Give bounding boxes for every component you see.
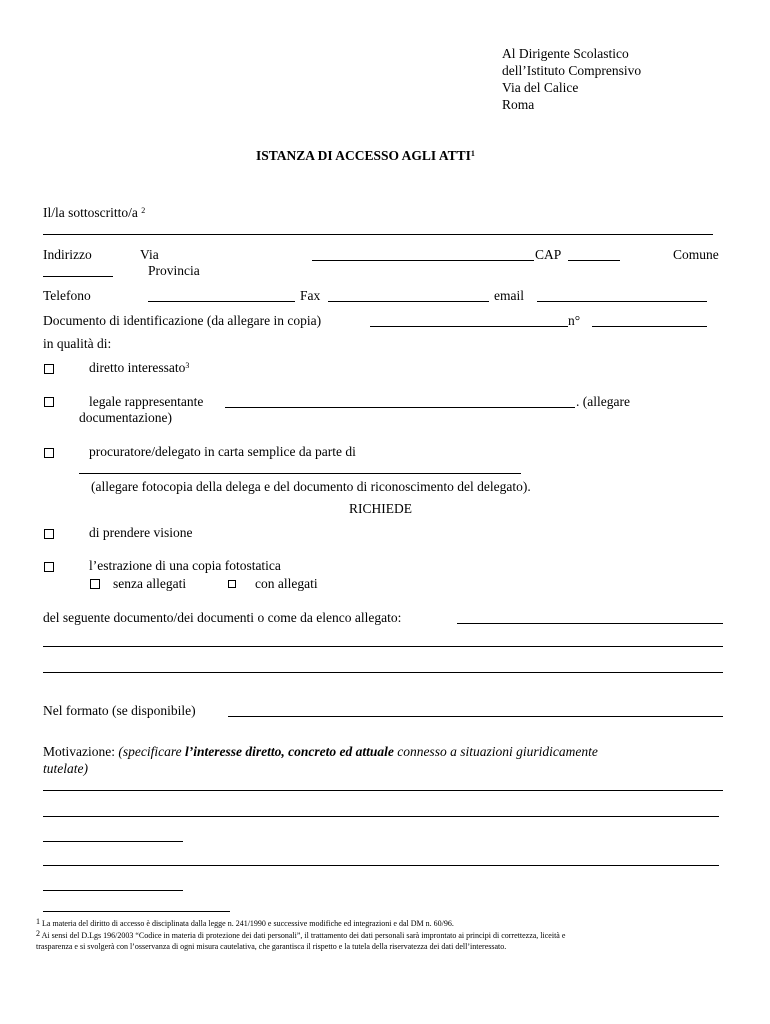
fax-label: Fax: [300, 288, 321, 303]
documento-label: del seguente documento/dei documenti o come da elenco allegato:: [43, 610, 402, 625]
footnote-2-text-a: Ai sensi del D.Lgs 196/2003 “Codice in materia di protezione dei dati personali”, il trattamento dei dati personali sarà improntato ai principi di correttezza, liceità e: [41, 931, 566, 940]
email-field[interactable]: [537, 301, 707, 302]
option-diretto-footnote-ref: 3: [185, 361, 190, 370]
option-diretto-label: [89, 360, 189, 376]
footnote-1-number: 1: [36, 917, 40, 926]
option-procuratore-note: (allegare fotocopia della delega e del documento di riconoscimento del delegato).: [91, 479, 531, 494]
subscriber-footnote-ref: 2: [141, 206, 146, 215]
checkbox-legale-rappresentante[interactable]: [44, 397, 54, 407]
checkbox-estrazione[interactable]: [44, 562, 54, 572]
option-legale-suffix: . (allegare: [576, 394, 630, 409]
request-visione-label: di prendere visione: [89, 525, 193, 540]
motivazione-hint-4: tutelate): [43, 761, 88, 776]
footnote-2: [36, 931, 565, 941]
checkbox-con-allegati[interactable]: [228, 580, 236, 588]
legale-rappresentante-field[interactable]: [225, 407, 575, 408]
documento-field[interactable]: [457, 623, 723, 624]
footnote-1: [36, 919, 454, 929]
motivazione-field-line-5[interactable]: [43, 890, 183, 891]
motivazione-hint-3: connesso a situazioni giuridicamente: [393, 744, 598, 759]
footnote-2-continued: trasparenza e si svolgerà con l’osservanza di ogni misura cautelativa, che garantisca il rispetto e la tutela della riservatezza dei dati dell’interessato.: [36, 942, 507, 951]
address-via-label: Via: [140, 247, 159, 262]
address-indirizzo-label: Indirizzo: [43, 247, 92, 262]
subscriber-label: [43, 205, 145, 221]
option-legale-label: legale rappresentante: [89, 394, 204, 409]
address-provincia-label: Provincia: [148, 263, 200, 278]
page-title: [256, 148, 475, 164]
subscriber-name-field[interactable]: [43, 234, 713, 235]
motivazione-field-line-1[interactable]: [43, 790, 723, 791]
document-num-label: n°: [568, 313, 581, 328]
documento-field-line-3[interactable]: [43, 672, 723, 673]
procuratore-field[interactable]: [79, 473, 521, 474]
address-comune-field[interactable]: [43, 276, 113, 277]
subscriber-label-text: Il/la sottoscritto/a: [43, 205, 138, 220]
email-label: email: [494, 288, 524, 303]
checkbox-visione[interactable]: [44, 529, 54, 539]
document-id-field[interactable]: [370, 326, 568, 327]
page-title-text: ISTANZA DI ACCESSO AGLI ATTI: [256, 148, 471, 163]
title-footnote-ref: 1: [470, 149, 475, 158]
motivazione-label: [43, 744, 598, 760]
motivazione-field-line-3[interactable]: [43, 841, 183, 842]
option-legale-line2: documentazione): [79, 410, 172, 425]
option-diretto-text: diretto interessato: [89, 360, 186, 375]
qualita-label: in qualità di:: [43, 336, 112, 351]
checkbox-diretto-interessato[interactable]: [44, 364, 54, 374]
checkbox-procuratore[interactable]: [44, 448, 54, 458]
motivazione-hint-1: (specificare: [118, 744, 185, 759]
request-estrazione-label: l’estrazione di una copia fotostatica: [89, 558, 281, 573]
document-id-label: Documento di identificazione (da allegare in copia): [43, 313, 322, 328]
footnote-separator: [43, 911, 230, 912]
address-via-field[interactable]: [312, 260, 534, 261]
formato-label: Nel formato (se disponibile): [43, 703, 196, 718]
recipient-line-3: Via del Calice: [502, 80, 579, 95]
document-num-field[interactable]: [592, 326, 707, 327]
address-comune-label: Comune: [673, 247, 719, 262]
telefono-label: Telefono: [43, 288, 91, 303]
request-con-label: con allegati: [255, 576, 318, 591]
checkbox-senza-allegati[interactable]: [90, 579, 100, 589]
option-procuratore-label: procuratore/delegato in carta semplice da parte di: [89, 444, 356, 459]
telefono-field[interactable]: [148, 301, 295, 302]
richiede-heading: RICHIEDE: [349, 501, 412, 516]
footnote-2-number: 2: [36, 929, 40, 938]
motivazione-label-text: Motivazione:: [43, 744, 115, 759]
motivazione-field-line-2[interactable]: [43, 816, 719, 817]
footnote-1-text: La materia del diritto di accesso è disciplinata dalla legge n. 241/1990 e successive modifiche ed integrazioni e dal DM n. 60/96.: [42, 919, 454, 928]
recipient-line-4: Roma: [502, 97, 535, 112]
motivazione-hint-bold: l’interesse diretto, concreto ed attuale: [184, 744, 394, 759]
address-cap-field[interactable]: [568, 260, 620, 261]
documento-field-line-2[interactable]: [43, 646, 723, 647]
address-cap-label: CAP: [535, 247, 562, 262]
fax-field[interactable]: [328, 301, 489, 302]
formato-field[interactable]: [228, 716, 723, 717]
motivazione-field-line-4[interactable]: [43, 865, 719, 866]
recipient-line-1: Al Dirigente Scolastico: [502, 46, 629, 61]
recipient-line-2: dell’Istituto Comprensivo: [502, 63, 642, 78]
request-senza-label: senza allegati: [113, 576, 187, 591]
